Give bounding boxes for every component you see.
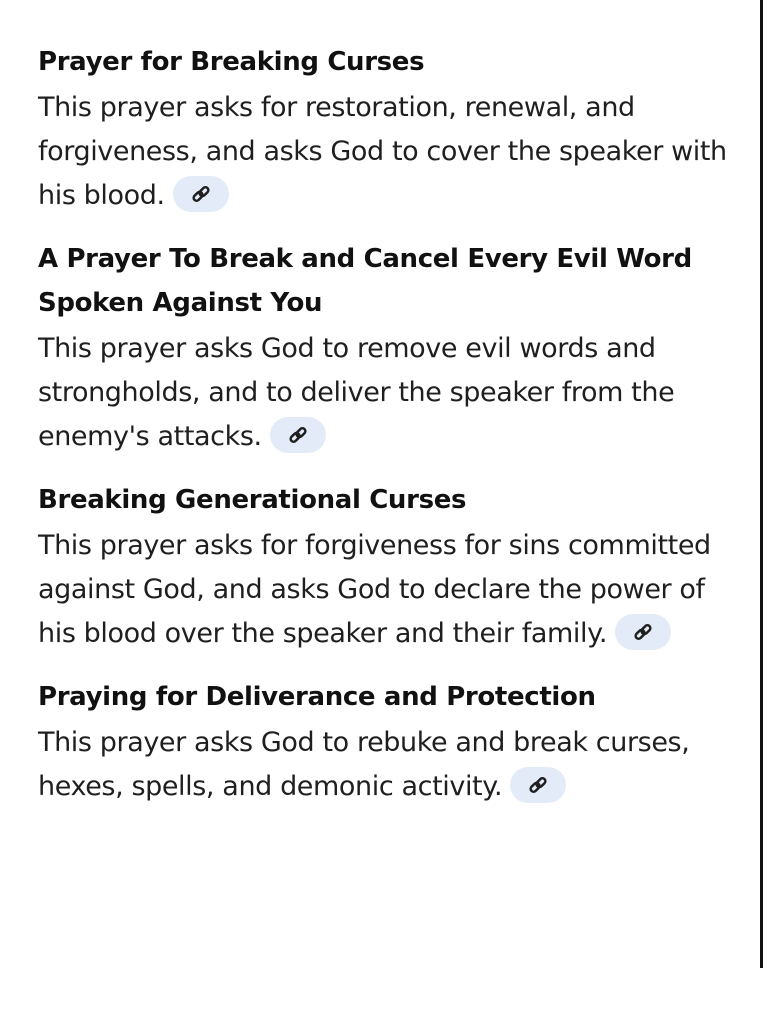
list-item [38,478,743,656]
item-title: A Prayer To Break and Cancel Every Evil Word Spoken Against You [38,244,692,318]
item-title: Breaking Generational Curses [38,485,467,515]
result-list [38,40,743,828]
source-link-button[interactable] [173,176,229,212]
item-description-text: This prayer asks for restoration, renewal, and forgiveness, and asks God to cover the speaker with his blood. [38,92,727,211]
item-description-text: This prayer asks God to rebuke and break curses, hexes, spells, and demonic activity. [38,727,690,802]
window-edge-divider [760,0,763,968]
link-icon [633,622,653,642]
source-link-button[interactable] [510,767,566,803]
link-icon [288,425,308,445]
list-item [38,40,743,218]
item-description-text: This prayer asks God to remove evil words and strongholds, and to deliver the speaker from the enemy's attacks. [38,333,675,452]
item-title: Prayer for Breaking Curses [38,47,425,77]
link-icon [528,775,548,795]
link-icon [191,184,211,204]
source-link-button[interactable] [270,417,326,453]
source-link-button[interactable] [615,614,671,650]
item-description [38,524,743,656]
item-description [38,721,743,809]
item-description [38,86,743,218]
item-title: Praying for Deliverance and Protection [38,682,596,712]
list-item [38,237,743,459]
item-description-text: This prayer asks for forgiveness for sins committed against God, and asks God to declare the power of his blood over the speaker and their family. [38,530,711,649]
list-item [38,675,743,809]
item-description [38,327,743,459]
